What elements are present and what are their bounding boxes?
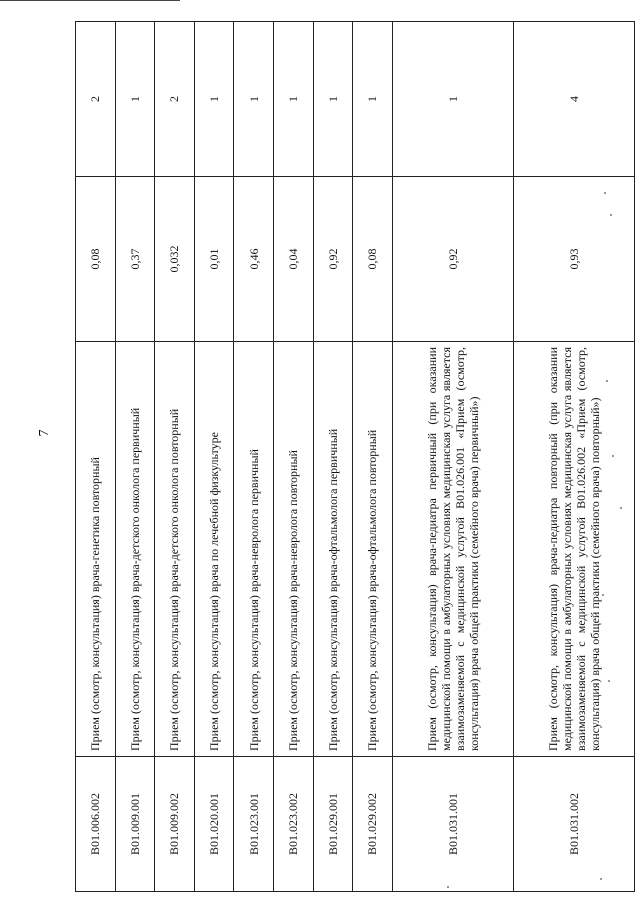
service-code: B01.023.001 — [234, 757, 274, 892]
average-count: 1 — [115, 22, 155, 177]
frequency-coefficient: 0,92 — [392, 177, 513, 342]
service-name: Прием (осмотр, консультация) врача-офтальмолога повторный — [353, 342, 393, 757]
service-name: Прием (осмотр, консультация) врача-невролога повторный — [273, 342, 313, 757]
service-code: B01.009.001 — [115, 757, 155, 892]
service-code: B01.029.002 — [353, 757, 393, 892]
service-code: B01.029.001 — [313, 757, 353, 892]
service-code: B01.020.001 — [194, 757, 234, 892]
service-name: Прием (осмотр, консультация) врача-детского онколога повторный — [155, 342, 195, 757]
service-name: Прием (осмотр, консультация) врача-педиатра повторный (при оказании медицинской помощи в амбулаторных условиях медицинская услуга является взаимозаменяемой с медицинской услугой B01.026.002 «Прием (осмотр, консультация) врача общей практики (семейного врача) повторный») — [513, 342, 634, 757]
table-row — [273, 22, 313, 892]
average-count: 1 — [353, 22, 393, 177]
service-name: Прием (осмотр, консультация) врача-педиатра первичный (при оказании медицинской помощи в амбулаторных условиях медицинская услуга является взаимозаменяемой с медицинской услугой B01.026.001 «Прием (осмотр, консультация) врача общей практики (семейного врача) первичный») — [392, 342, 513, 757]
frequency-coefficient: 0,08 — [353, 177, 393, 342]
average-count: 1 — [392, 22, 513, 177]
average-count: 1 — [313, 22, 353, 177]
table-row — [392, 22, 513, 892]
services-table — [75, 21, 635, 892]
service-name: Прием (осмотр, консультация) врача-офтальмолога первичный — [313, 342, 353, 757]
page-number: 7 — [37, 429, 52, 437]
table-row — [353, 22, 393, 892]
service-name: Прием (осмотр, консультация) врача-детского онколога первичный — [115, 342, 155, 757]
table-row — [194, 22, 234, 892]
service-code: B01.009.002 — [155, 757, 195, 892]
frequency-coefficient: 0,37 — [115, 177, 155, 342]
table-row — [76, 22, 116, 892]
service-code: B01.031.002 — [513, 757, 634, 892]
average-count: 1 — [234, 22, 274, 177]
frequency-coefficient: 0,92 — [313, 177, 353, 342]
frequency-coefficient: 0,08 — [76, 177, 116, 342]
frequency-coefficient: 0,46 — [234, 177, 274, 342]
service-code: B01.006.002 — [76, 757, 116, 892]
rotated-table-container — [75, 22, 635, 892]
frequency-coefficient: 0,032 — [155, 177, 195, 342]
frequency-coefficient: 0,04 — [273, 177, 313, 342]
average-count: 1 — [273, 22, 313, 177]
table-row — [115, 22, 155, 892]
average-count: 2 — [76, 22, 116, 177]
frequency-coefficient: 0,01 — [194, 177, 234, 342]
table-row — [513, 22, 634, 892]
average-count: 2 — [155, 22, 195, 177]
table-row — [234, 22, 274, 892]
service-code: B01.023.002 — [273, 757, 313, 892]
table-row — [155, 22, 195, 892]
service-name: Прием (осмотр, консультация) врача по лечебной физкультуре — [194, 342, 234, 757]
service-name: Прием (осмотр, консультация) врача-генетика повторный — [76, 342, 116, 757]
average-count: 4 — [513, 22, 634, 177]
service-name: Прием (осмотр, консультация) врача-невролога первичный — [234, 342, 274, 757]
average-count: 1 — [194, 22, 234, 177]
table-row — [313, 22, 353, 892]
service-code: B01.031.001 — [392, 757, 513, 892]
scan-edge-line — [0, 0, 180, 1]
frequency-coefficient: 0,93 — [513, 177, 634, 342]
